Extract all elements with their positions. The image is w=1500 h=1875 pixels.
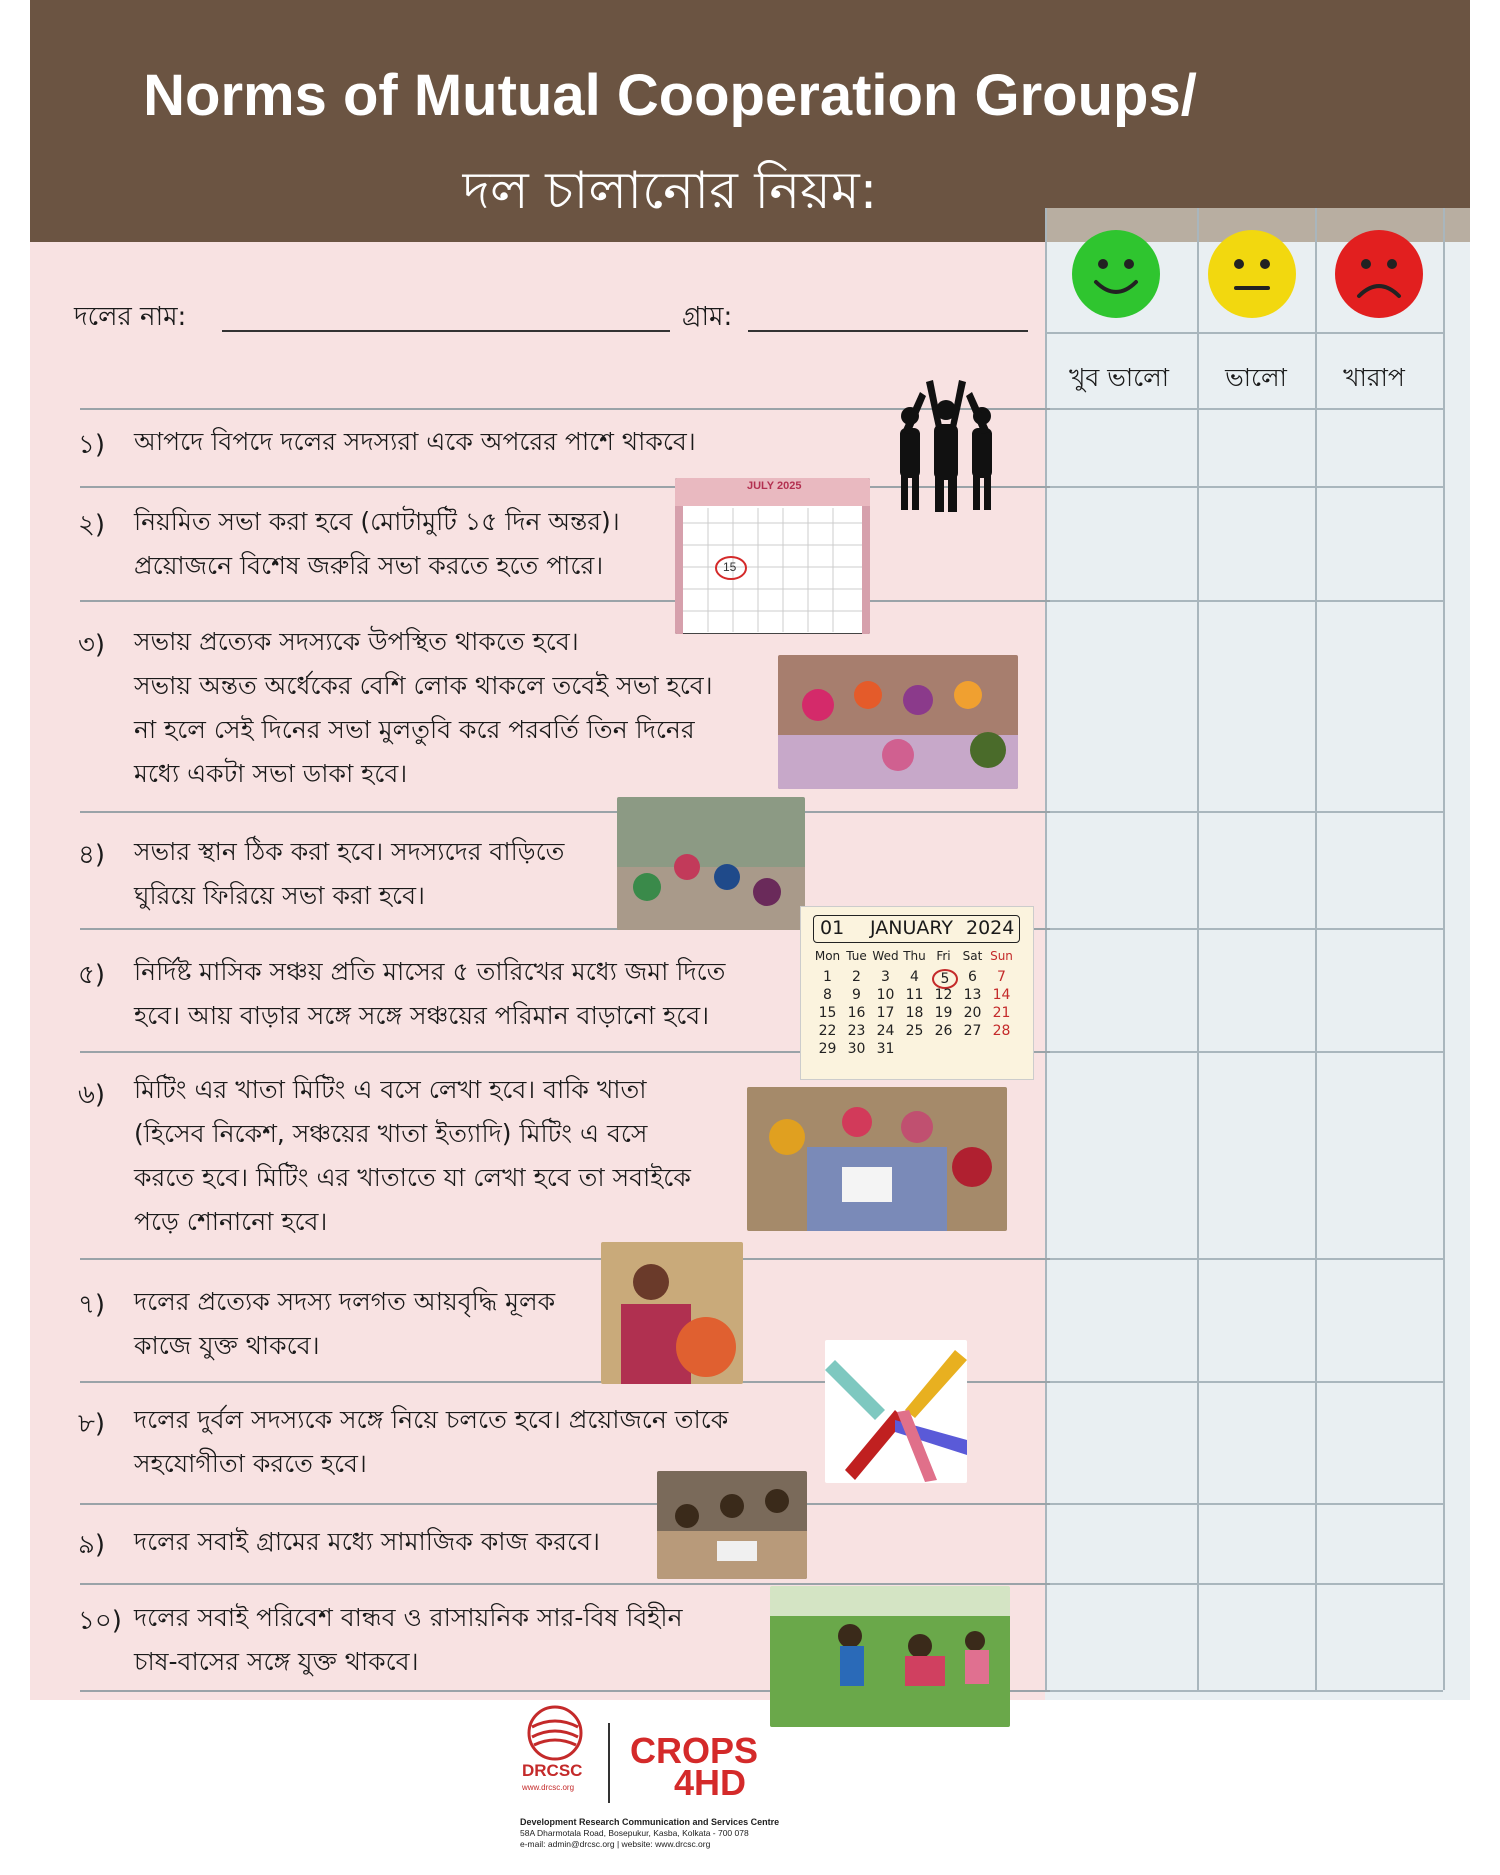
calendar-january-image (800, 906, 1034, 1080)
calendar-day: 6 (968, 969, 977, 985)
rule-text (134, 830, 564, 918)
header-banner (30, 0, 1470, 242)
org-address: 58A Dharmotala Road, Bosepukur, Kasba, Kolkata - 700 078 (520, 1828, 749, 1838)
calendar-weekday: Wed (872, 949, 899, 963)
grid-line (1443, 208, 1445, 1690)
calendar-day: 2 (852, 969, 861, 985)
rule-number: ১০) (78, 1606, 122, 1636)
grid-line (1045, 1583, 1443, 1585)
rule-line: নির্দিষ্ট মাসিক সঞ্চয় প্রতি মাসের ৫ তারিখের মধ্যে জমা দিতে (134, 957, 726, 986)
drcsc-wordmark: DRCSC (522, 1761, 583, 1780)
group-name-field[interactable] (222, 330, 670, 332)
rule-line: নিয়মিত সভা করা হবে (মোটামুটি ১৫ দিন অন্তর)। (134, 507, 620, 536)
rule-line: দলের দুর্বল সদস্যকে সঙ্গে নিয়ে চলতে হবে। প্রয়োজনে তাকে (134, 1405, 729, 1434)
calendar-day: 21 (992, 1005, 1011, 1021)
crops-wordmark: CROPS (630, 1730, 759, 1771)
row-divider (80, 1258, 1050, 1260)
grid-line (1045, 600, 1443, 602)
row-divider (80, 811, 1050, 813)
rule-line: (হিসেব নিকেশ, সঞ্চয়ের খাতা ইত্যাদি) মিটিং এ বসে (134, 1119, 648, 1148)
rule-line: প্রয়োজনে বিশেষ জরুরি সভা করতে হতে পারে। (134, 551, 604, 580)
rule-line: সভায় অন্তত অর্ধেকের বেশি লোক থাকলে তবেই সভা হবে। (134, 671, 713, 700)
calendar-day: 20 (963, 1005, 982, 1021)
grid-line (1315, 208, 1317, 1690)
rule-number: ৬) (78, 1080, 106, 1110)
village-label: গ্রাম: (682, 302, 733, 332)
calendar-july-month: JULY 2025 (747, 480, 802, 492)
rule-line: দলের সবাই পরিবেশ বান্ধব ও রাসায়নিক সার-বিষ বিহীন (134, 1603, 683, 1632)
calendar-day: 25 (905, 1023, 924, 1039)
rule-line: দলের সবাই গ্রামের মধ্যে সামাজিক কাজ করবে। (134, 1527, 600, 1556)
happy-face-icon (1072, 230, 1160, 318)
rule-text (134, 1068, 691, 1244)
rule-number: ৮) (78, 1409, 106, 1439)
calendar-day: 3 (881, 969, 890, 985)
calendar-day: 26 (934, 1023, 953, 1039)
rule-line: সভার স্থান ঠিক করা হবে। সদস্যদের বাড়িতে (134, 837, 565, 866)
rule-number: ৯) (78, 1530, 106, 1560)
footer (520, 1705, 1040, 1865)
calendar-weekday: Sun (990, 949, 1013, 963)
rating-label-good: ভালো (1225, 363, 1287, 392)
rule-line: হবে। আয় বাড়ার সঙ্গে সঙ্গে সঞ্চয়ের পরিমান বাড়ানো হবে। (134, 1001, 710, 1030)
org-contact: e-mail: admin@drcsc.org | website: www.drcsc.org (520, 1839, 711, 1849)
calendar-january-day: 01 (820, 917, 845, 939)
grid-line (1045, 811, 1443, 813)
calendar-weekday: Sat (962, 949, 983, 963)
grid-line (1045, 208, 1047, 1690)
rule-number: ১) (78, 430, 106, 460)
calendar-weekday: Tue (846, 949, 867, 963)
calendar-day: 8 (823, 987, 832, 1003)
rule-text (134, 1398, 728, 1486)
people-group-icon (890, 372, 1002, 514)
rule-line: সহযোগীতা করতে হবে। (134, 1449, 367, 1478)
row-divider (80, 600, 1050, 602)
ledger-writing-photo (747, 1087, 1007, 1231)
rule-text (134, 1596, 683, 1684)
rule-number: ২) (78, 510, 106, 540)
grid-line (1045, 408, 1443, 410)
sad-face-icon (1335, 230, 1423, 318)
logo-divider (608, 1723, 610, 1803)
grid-line (1045, 332, 1443, 334)
calendar-day: 13 (963, 987, 982, 1003)
rating-label-bad: খারাপ (1343, 363, 1405, 392)
rule-line: মিটিং এর খাতা মিটিং এ বসে লেখা হবে। বাকি খাতা (134, 1075, 647, 1104)
calendar-day: 24 (876, 1023, 895, 1039)
rule-line: পড়ে শোনানো হবে। (134, 1207, 328, 1236)
rule-line: চাষ-বাসের সঙ্গে যুক্ত থাকবে। (134, 1647, 419, 1676)
title-english: Norms of Mutual Cooperation Groups/ (143, 63, 1197, 128)
calendar-weekday: Fri (936, 949, 951, 963)
calendar-day: 10 (876, 987, 895, 1003)
grid-line (1045, 928, 1443, 930)
rule-line: ঘুরিয়ে ফিরিয়ে সভা করা হবে। (134, 881, 425, 910)
rule-text (134, 500, 620, 588)
footer-address-block (520, 1817, 779, 1850)
calendar-day: 4 (910, 969, 919, 985)
rule-text (134, 620, 713, 796)
drcsc-logo (520, 1705, 590, 1795)
rule-number: ৭) (78, 1290, 106, 1320)
rule-line: দলের প্রত্যেক সদস্য দলগত আয়বৃদ্ধি মূলক (134, 1287, 556, 1316)
calendar-weekday: Thu (903, 949, 926, 963)
calendar-day: 11 (905, 987, 924, 1003)
rule-line: সভায় প্রত্যেক সদস্যকে উপস্থিত থাকতে হবে। (134, 627, 579, 656)
calendar-day: 7 (997, 969, 1006, 985)
org-name: Development Research Communication and Services Centre (520, 1817, 780, 1827)
grid-line (1045, 1690, 1443, 1692)
calendar-day: 17 (876, 1005, 895, 1021)
rule-line: আপদে বিপদে দলের সদস্যরা একে অপরের পাশে থাকবে। (134, 427, 696, 456)
calendar-day: 30 (847, 1041, 866, 1057)
grid-line (1045, 1381, 1443, 1383)
calendar-july-image (675, 478, 870, 634)
calendar-day: 23 (847, 1023, 866, 1039)
rule-line: না হলে সেই দিনের সভা মুলতুবি করে পরবর্তি তিন দিনের (134, 715, 695, 744)
village-meeting-photo (617, 797, 805, 930)
craft-work-photo (601, 1242, 743, 1384)
poster (30, 0, 1470, 1700)
children-studying-photo (657, 1471, 807, 1579)
rule-line: কাজে যুক্ত থাকবে। (134, 1331, 320, 1360)
grid-line (1045, 1051, 1443, 1053)
calendar-day: 31 (876, 1041, 895, 1057)
rule-text (134, 420, 696, 464)
rule-line: মধ্যে একটা সভা ডাকা হবে। (134, 759, 408, 788)
calendar-january-month: JANUARY (870, 917, 953, 939)
calendar-day: 9 (852, 987, 861, 1003)
row-divider (80, 1583, 1050, 1585)
rule-number: ৪) (78, 840, 106, 870)
joined-hands-icon (825, 1340, 967, 1483)
4hd-wordmark: 4HD (674, 1762, 747, 1803)
drcsc-url: www.drcsc.org (522, 1783, 575, 1792)
rule-text (134, 1520, 600, 1564)
row-divider (80, 1503, 1050, 1505)
rule-text (134, 950, 725, 1038)
calendar-january-year: 2024 (966, 917, 1015, 939)
calendar-day: 12 (934, 987, 953, 1003)
calendar-marked-day: 5 (932, 969, 958, 989)
calendar-day: 28 (992, 1023, 1011, 1039)
rule-line: করতে হবে। মিটিং এর খাতাতে যা লেখা হবে তা সবাইকে (134, 1163, 691, 1192)
grid-line (1045, 486, 1443, 488)
calendar-day: 29 (818, 1041, 837, 1057)
calendar-day: 1 (823, 969, 832, 985)
rating-label-very-good: খুব ভালো (1068, 363, 1170, 392)
rule-number: ৫) (78, 960, 106, 990)
calendar-july-marked-day: 15 (723, 560, 737, 574)
grid-line (1045, 1503, 1443, 1505)
title-bengali: দল চালানোর নিয়ম: (462, 161, 878, 221)
calendar-day: 16 (847, 1005, 866, 1021)
rule-text (134, 1280, 555, 1368)
crops4hd-logo (630, 1730, 759, 1803)
neutral-face-icon (1208, 230, 1296, 318)
grid-line (1197, 208, 1199, 1690)
calendar-day: 19 (934, 1005, 953, 1021)
calendar-day: 18 (905, 1005, 924, 1021)
calendar-january-header (813, 915, 1020, 943)
grid-line (1045, 1258, 1443, 1260)
calendar-day: 14 (992, 987, 1011, 1003)
calendar-day: 27 (963, 1023, 982, 1039)
calendar-weekday: Mon (814, 949, 841, 963)
calendar-day: 22 (818, 1023, 837, 1039)
village-field[interactable] (748, 330, 1028, 332)
rating-grid (1045, 208, 1470, 1700)
group-name-label: দলের নাম: (74, 302, 187, 332)
calendar-day: 15 (818, 1005, 837, 1021)
women-meeting-photo (778, 655, 1018, 789)
rule-number: ৩) (78, 630, 106, 660)
